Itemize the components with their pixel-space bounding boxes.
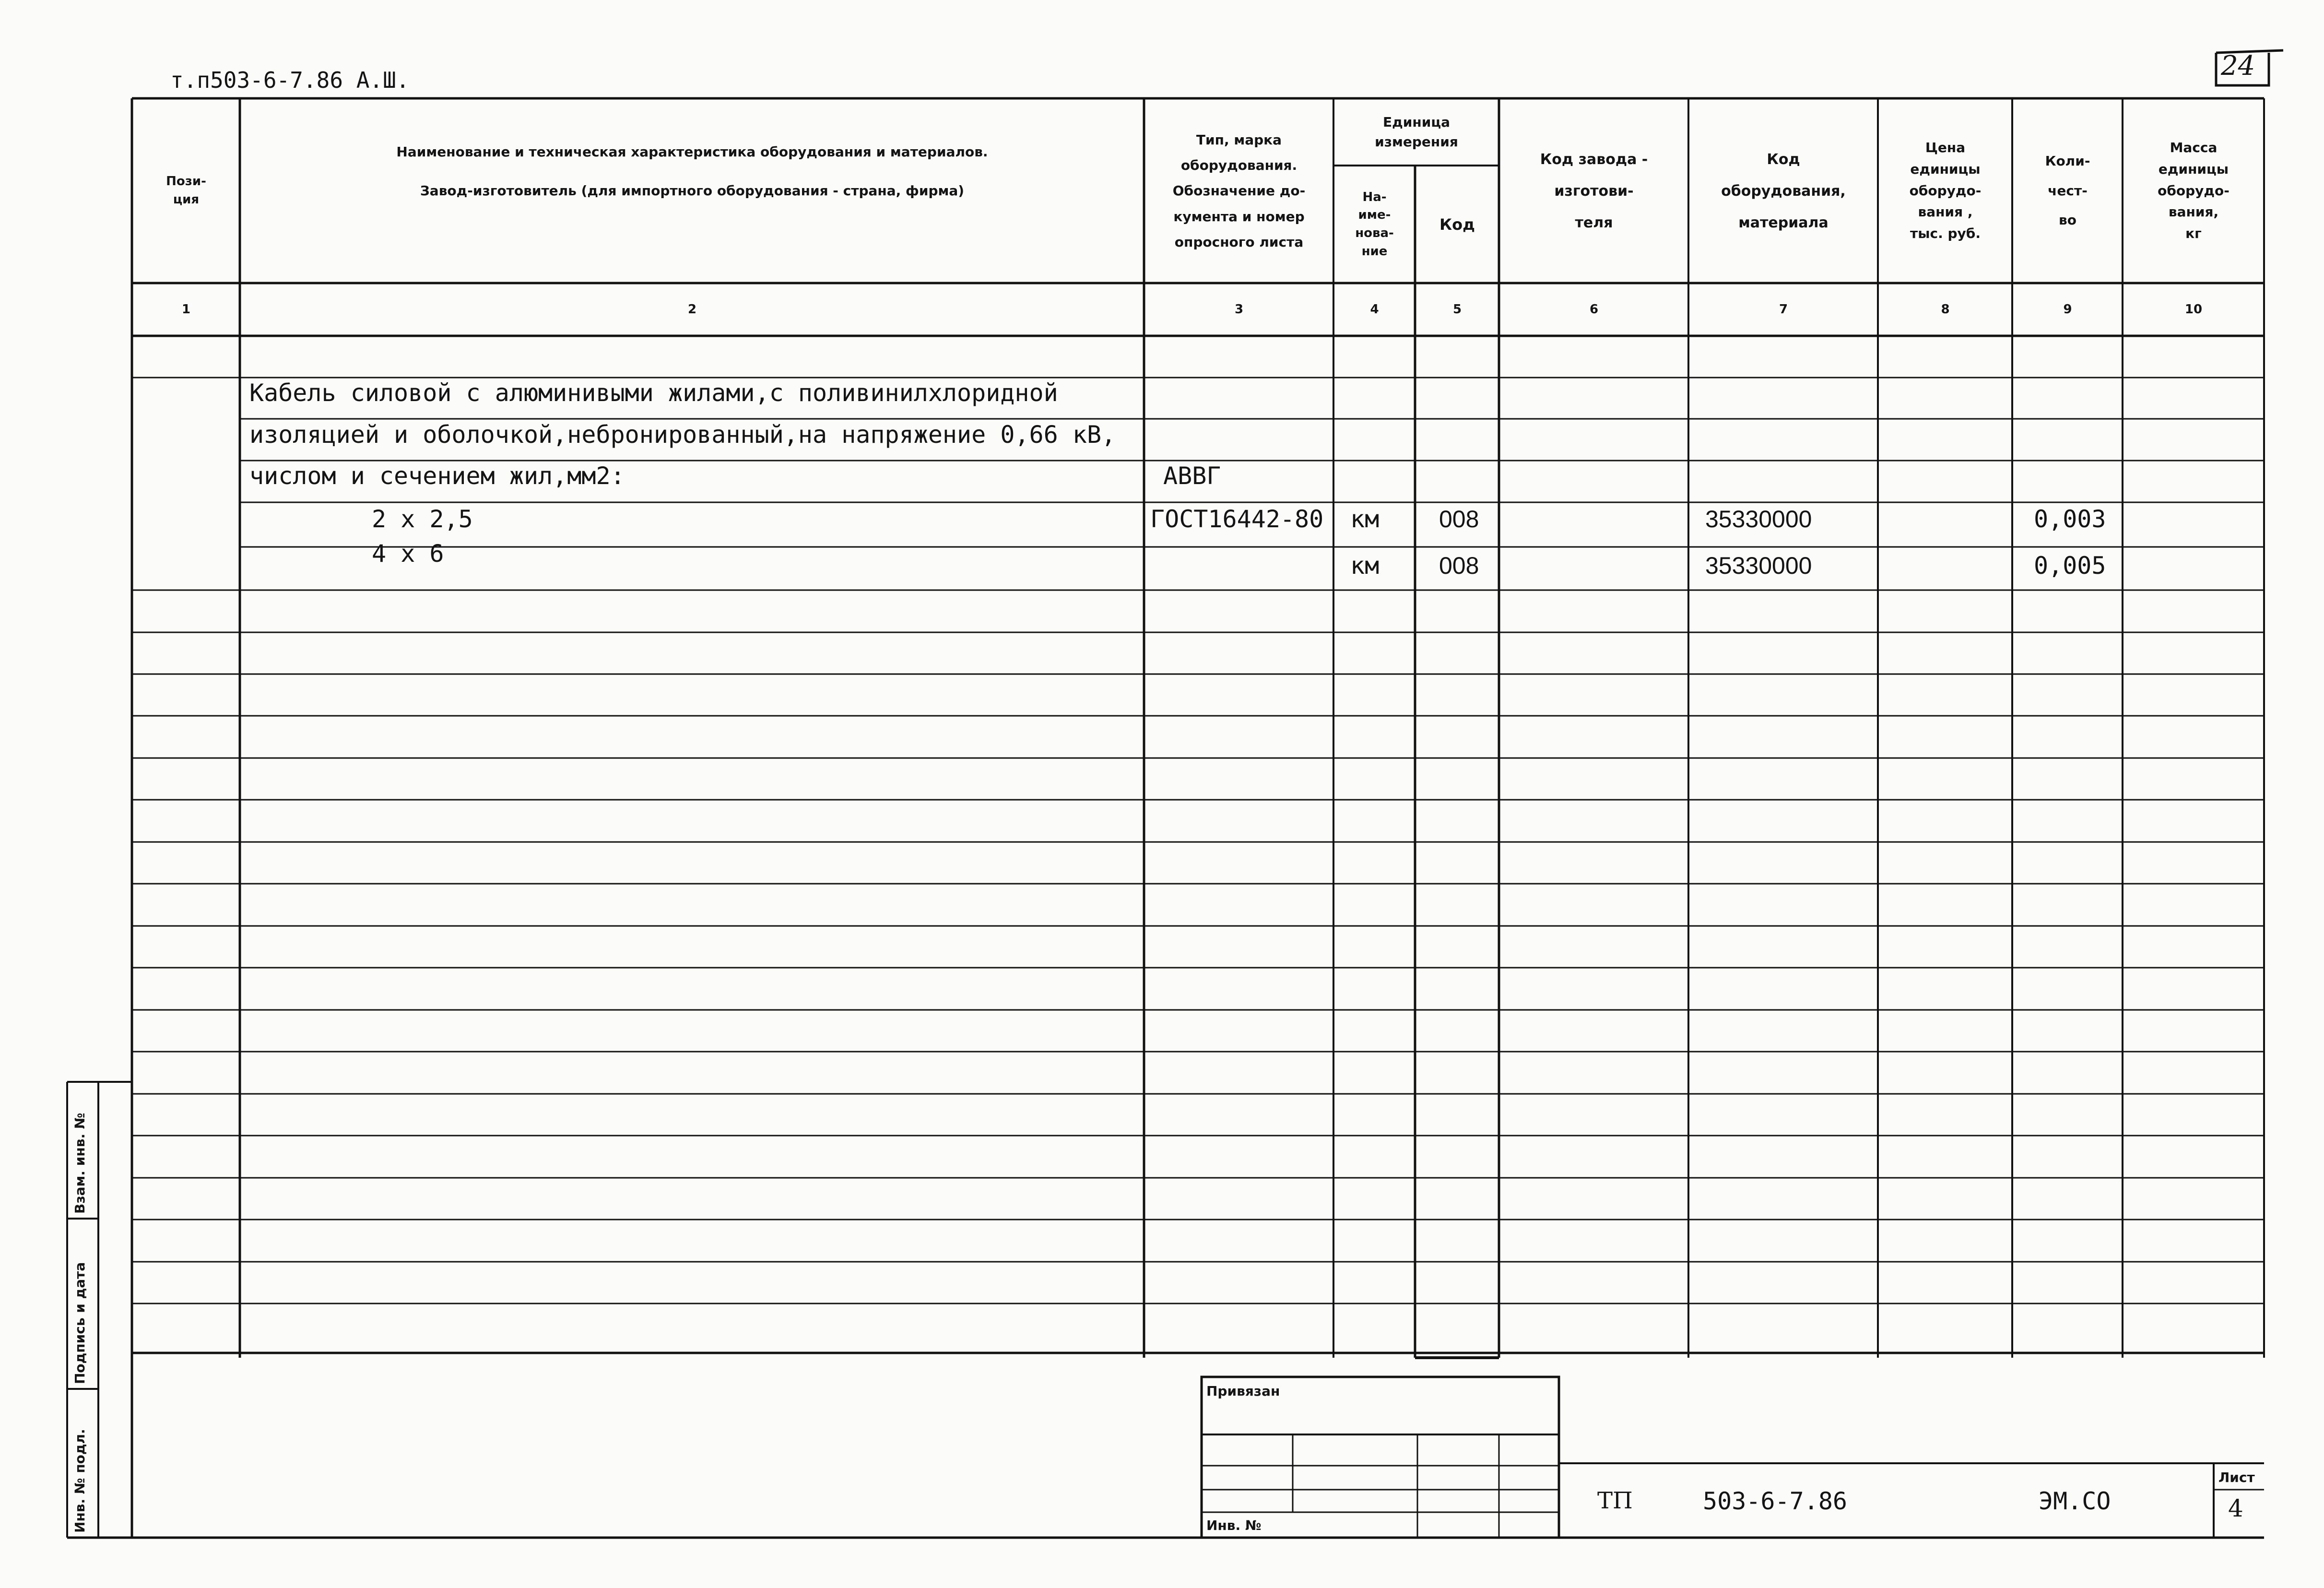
page-number: 24 [2221,50,2255,82]
header-quantity: Коли- чест- во [2045,153,2090,228]
stamp-tp: ТП [1597,1487,1633,1514]
header-type: Тип, марка оборудования. Обозначение до- кумента и номер опросного листа [1172,132,1306,250]
side-label-original-inv: Инв. № подл. [72,1429,88,1533]
colnum-4: 4 [1370,302,1379,317]
doc-reference: т.п503-6-7.86 А.Ш. [170,67,410,93]
stamp-section: ЭМ.СО [2039,1487,2111,1515]
stamp-sheet-number: 4 [2228,1494,2243,1522]
item-size-1: 2 x 2,5 [372,505,473,533]
item-1-unit-code: 008 [1439,506,1479,533]
item-name-line-1: Кабель силовой с алюминивыми жилами,с поливинилхлоридной [249,379,1058,407]
item-2-unit: км [1350,552,1380,580]
side-label-replacement-inv: Взам. инв. № [72,1113,88,1214]
header-price: Цена единицы оборудо- вания , тыс. руб. [1909,140,1982,242]
stamp-sheet-label: Лист [2218,1469,2255,1485]
item-1-unit: км [1350,505,1380,533]
item-1-quantity: 0,003 [2034,505,2106,533]
item-name-line-2: изоляцией и оболочкой,небронированный,на напряжение 0,66 кВ, [249,421,1116,449]
header-factory-code: Код завода - изготови- теля [1540,151,1648,231]
header-unit-name: На- име- нова- ние [1355,190,1394,259]
item-2-material-code: 35330000 [1705,552,1812,579]
colnum-7: 7 [1779,302,1788,317]
colnum-6: 6 [1589,302,1599,317]
stamp-linked-label: Привязан [1206,1383,1280,1399]
stamp-inv-label: Инв. № [1206,1517,1262,1533]
side-label-signature-date: Подпись и дата [72,1262,88,1384]
item-type-mark: АВВГ [1163,462,1221,490]
header-material-code: Код оборудования, материала [1721,151,1846,231]
header-position: Пози- ция [166,174,206,207]
item-1-material-code: 35330000 [1705,506,1812,533]
colnum-3: 3 [1234,302,1244,317]
item-size-2: 4 x 6 [372,540,444,568]
colnum-5: 5 [1452,302,1462,317]
item-name-line-3: числом и сечением жил,мм2: [249,462,625,490]
colnum-2: 2 [687,302,697,317]
stamp-doc-code: 503-6-7.86 [1703,1487,1848,1515]
colnum-1: 1 [181,302,191,317]
header-mass: Масса единицы оборудо- вания, кг [2158,140,2230,242]
colnum-8: 8 [1941,302,1950,317]
header-unit-code: Код [1439,215,1475,234]
header-name: Наименование и техническая характеристика оборудования и материалов. Завод-изготовитель (для импортного оборудования - страна, фирма) [396,144,988,199]
item-2-quantity: 0,005 [2034,552,2106,580]
colnum-9: 9 [2063,302,2072,317]
item-standard: ГОСТ16442-80 [1150,505,1324,533]
item-2-unit-code: 008 [1439,552,1479,579]
colnum-10: 10 [2184,302,2203,317]
header-unit-group: Единица измерения [1375,114,1458,150]
